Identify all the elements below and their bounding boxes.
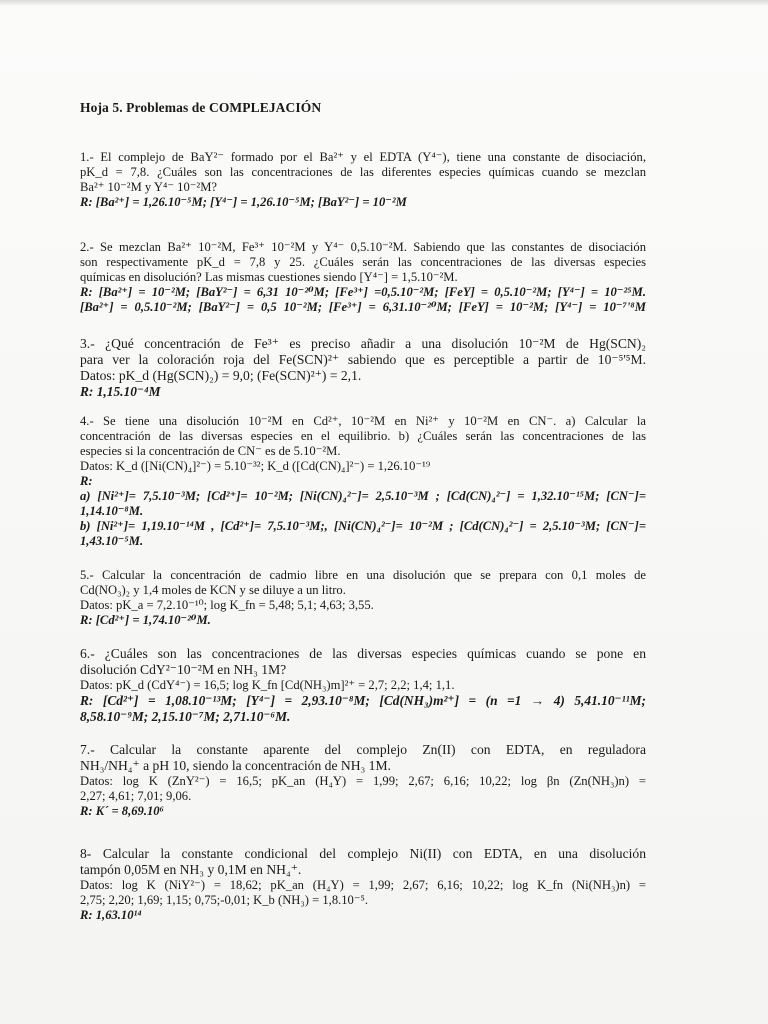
- problem-5-answer: R: [Cd²⁺] = 1,74.10⁻²⁰M.: [80, 613, 211, 627]
- problem-4-answer-a: a) [Ni²⁺]= 7,5.10⁻³M; [Cd²⁺]= 10⁻²M; [Ni(CN)₄²⁻]= 2,5.10⁻³M ; [Cd(CN)₄²⁻] = 1,32.10⁻¹⁵M; [CN⁻]=: [80, 489, 646, 503]
- problem-3-line-2: para ver la coloración roja del Fe(SCN)²⁺ sabiendo que es perceptible a partir de 10⁻⁵'⁵M.: [80, 352, 646, 367]
- problem-5-line-1: 5.- Calcular la concentración de cadmio libre en una disolución que se prepara con 0,1 moles de: [80, 568, 646, 582]
- problem-2-line-2: son respectivamente pK_d = 7,8 y 25. ¿Cuáles serán las concentraciones de las diversas especies: [80, 255, 646, 269]
- problem-3-answer: R: 1,15.10⁻⁴M: [80, 384, 161, 399]
- sheet-title: Hoja 5. Problemas de COMPLEJACIÓN: [80, 100, 322, 115]
- problem-5-line-2: Cd(NO₃)₂ y 1,4 moles de KCN y se diluye a un litro.: [80, 583, 346, 597]
- problem-7-line-3: Datos: log K (ZnY²⁻) = 16,5; pK_an (H₄Y) = 1,99; 2,67; 6,16; 10,22; log βn (Zn(NH₃)n) =: [80, 774, 646, 788]
- problem-7-line-2: NH₃/NH₄⁺ a pH 10, siendo la concentración de NH₃ 1M.: [80, 758, 391, 773]
- problem-8-line-2: tampón 0,05M en NH₃ y 0,1M en NH₄⁺.: [80, 862, 302, 877]
- problem-4-line-4: Datos: K_d ([Ni(CN)₄]²⁻) = 5.10⁻³²; K_d ([Cd(CN)₄]²⁻) = 1,26.10⁻¹⁹: [80, 459, 431, 473]
- problem-2-line-3: químicas en disolución? Las mismas cuestiones siendo [Y⁴⁻] = 1,5.10⁻²M.: [80, 270, 458, 284]
- problem-6-line-3: Datos: pK_d (CdY⁴⁻) = 16,5; log K_fn [Cd(NH₃)m]²⁺ = 2,7; 2,2; 1,4; 1,1.: [80, 678, 455, 692]
- problem-4-line-1: 4.- Se tiene una disolución 10⁻²M en Cd²⁺, 10⁻²M en Ni²⁺ y 10⁻²M en CN⁻. a) Calcular la: [80, 414, 646, 428]
- problem-8-line-4: 2,75; 2,20; 1,69; 1,15; 0,75;-0,01; K_b (NH₃) = 1,8.10⁻⁵.: [80, 893, 369, 907]
- problem-4-answer-b-cont: 1,43.10⁻⁵M.: [80, 534, 144, 548]
- problem-7-line-4: 2,27; 4,61; 7,01; 9,06.: [80, 789, 192, 803]
- problem-3-line-1: 3.- ¿Qué concentración de Fe³⁺ es preciso añadir a una disolución 10⁻²M de Hg(SCN)₂: [80, 336, 646, 351]
- problem-2-answer-1: R: [Ba²⁺] = 10⁻²M; [BaY²⁻] = 6,31 10⁻²⁰M; [Fe³⁺] =0,5.10⁻²M; [FeY] = 0,5.10⁻²M; [Y⁴⁻] = 10⁻²⁵M.: [80, 285, 646, 299]
- problem-6-answer-2: 8,58.10⁻⁹M; 2,15.10⁻⁷M; 2,71.10⁻⁶M.: [80, 709, 291, 724]
- problem-6: [80, 646, 646, 725]
- problem-4-line-2: concentración de las diversas especies en el equilibrio. b) ¿Cuáles serán las concentraciones de las: [80, 429, 646, 443]
- problem-6-answer-1: R: [Cd²⁺] = 1,08.10⁻¹³M; [Y⁴⁻] = 2,93.10⁻⁸M; [Cd(NH₃)m²⁺] = (n =1 → 4) 5,41.10⁻¹¹M;: [80, 693, 646, 708]
- problem-5-line-3: Datos: pK_a = 7,2.10⁻¹⁰; log K_fn = 5,48; 5,1; 4,63; 3,55.: [80, 598, 374, 612]
- problem-8-line-1: 8- Calcular la constante condicional del complejo Ni(II) con EDTA, en una disolución: [80, 846, 646, 861]
- problem-3-line-3: Datos: pK_d (Hg(SCN)₂) = 9,0; (Fe(SCN)²⁺) = 2,1.: [80, 368, 362, 383]
- problem-1-line-3: Ba²⁺ 10⁻²M y Y⁴⁻ 10⁻²M?: [80, 180, 217, 194]
- problem-2-answer-2: [Ba²⁺] = 0,5.10⁻²M; [BaY²⁻] = 0,5 10⁻²M; [Fe³⁺] = 6,31.10⁻²⁰M; [FeY] = 10⁻²M; [Y⁴⁻] = 10⁻⁷'⁸M: [80, 300, 646, 314]
- problem-6-line-1: 6.- ¿Cuáles son las concentraciones de las diversas especies químicas cuando se pone en: [80, 646, 646, 661]
- problem-8: [80, 846, 646, 923]
- problem-2-line-1: 2.- Se mezclan Ba²⁺ 10⁻²M, Fe³⁺ 10⁻²M y Y⁴⁻ 0,5.10⁻²M. Sabiendo que las constantes de disociación: [80, 240, 646, 254]
- problem-3: [80, 336, 646, 400]
- page-top-edge: [0, 0, 768, 6]
- problem-4: [80, 414, 646, 549]
- problem-8-answer: R: 1,63.10¹⁴: [80, 908, 142, 922]
- problem-7-line-1: 7.- Calcular la constante aparente del complejo Zn(II) con EDTA, en reguladora: [80, 742, 646, 757]
- problem-4-answer-a-cont: 1,14.10⁻⁸M.: [80, 504, 144, 518]
- problem-1-line-2: pK_d = 7,8. ¿Cuáles son las concentraciones de las diferentes especies químicas cuando se mezclan: [80, 165, 646, 179]
- problem-5: [80, 568, 646, 628]
- problem-7-answer: R: K´ = 8,69.10⁶: [80, 804, 164, 818]
- problem-1-line-1: 1.- El complejo de BaY²⁻ formado por el Ba²⁺ y el EDTA (Y⁴⁻), tiene una constante de disociación,: [80, 150, 646, 164]
- problem-1-answer: R: [Ba²⁺] = 1,26.10⁻⁵M; [Y⁴⁻] = 1,26.10⁻⁵M; [BaY²⁻] = 10⁻²M: [80, 195, 407, 209]
- problem-4-answer-label: R:: [80, 474, 93, 488]
- problem-6-line-2: disolución CdY²⁻10⁻²M en NH₃ 1M?: [80, 662, 287, 677]
- problem-4-answer-b: b) [Ni²⁺]= 1,19.10⁻¹⁴M , [Cd²⁺]= 7,5.10⁻³M;, [Ni(CN)₄²⁻]= 10⁻²M ; [Cd(CN)₄²⁻] = 2,5.10⁻³M; [CN⁻]=: [80, 519, 646, 533]
- problem-2: [80, 240, 646, 315]
- problem-7: [80, 742, 646, 819]
- problem-1: [80, 150, 646, 210]
- problem-8-line-3: Datos: log K (NiY²⁻) = 18,62; pK_an (H₄Y) = 1,99; 2,67; 6,16; 10,22; log K_fn (Ni(NH₃)n) =: [80, 878, 646, 892]
- problem-4-line-3: especies si la concentración de CN⁻ es de 5.10⁻²M.: [80, 444, 341, 458]
